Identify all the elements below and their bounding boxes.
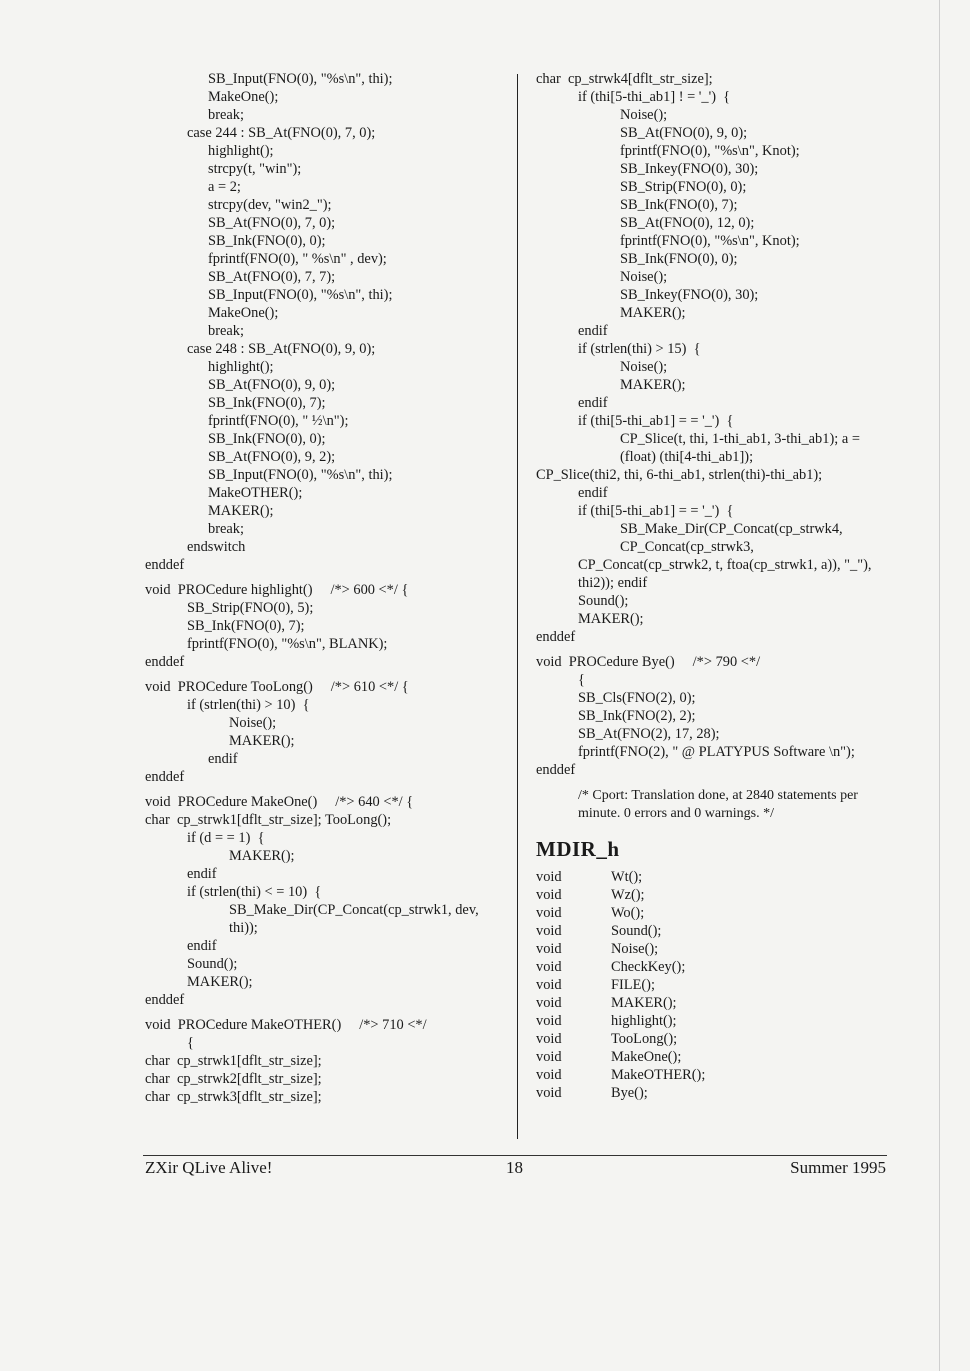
code-line: MAKER(); [187,974,253,990]
left-code-column [145,70,505,1106]
code-line: SB_Input(FNO(0), "%s\n", thi); [208,287,393,303]
code-line: Noise(); [620,269,668,285]
declaration-row [536,868,705,886]
code-line: void PROCedure TooLong() /*> 610 <*/ { [145,679,409,695]
code-line: if (thi[5-thi_ab1] ! = '_') { [578,89,731,105]
declaration-type: void [536,1067,562,1083]
code-line: endif [578,323,608,339]
column-divider [517,74,518,1139]
code-line: enddef [145,769,185,785]
code-line: SB_Ink(FNO(0), 7); [187,618,305,634]
declaration-type: void [536,941,562,957]
declaration-type: void [536,1031,562,1047]
code-line: Sound(); [578,593,629,609]
declaration-type: void [536,869,562,885]
declaration-type: void [536,1013,562,1029]
code-line: if (thi[5-thi_ab1] = = '_') { [578,503,734,519]
declaration-name: Sound(); [611,923,662,939]
declaration-name: highlight(); [611,1013,677,1029]
declaration-name: Bye(); [611,1085,648,1101]
code-line: endswitch [187,539,246,555]
code-line: if (strlen(thi) > 10) { [187,697,310,713]
code-line: MAKER(); [578,611,644,627]
declaration-name: CheckKey(); [611,959,686,975]
spacer [145,786,505,793]
code-line: char cp_strwk1[dflt_str_size]; TooLong(); [145,812,392,828]
code-line: Noise(); [229,715,277,731]
code-line: SB_At(FNO(0), 7, 7); [208,269,336,285]
code-line: Noise(); [620,359,668,375]
code-line: MakeOTHER(); [208,485,303,501]
declaration-type: void [536,905,562,921]
section-heading: MDIR_h [536,837,620,861]
spacer [536,646,896,653]
code-line: thi)); [229,920,258,936]
spacer [145,1009,505,1016]
code-line: break; [208,323,244,339]
code-line: CP_Concat(cp_strwk3, [620,539,754,555]
declaration-row [536,994,705,1012]
declarations-table [536,868,705,1102]
code-line: enddef [536,762,576,778]
declaration-row [536,904,705,922]
code-line: void PROCedure MakeOne() /*> 640 <*/ { [145,794,414,810]
code-line: SB_Strip(FNO(0), 5); [187,600,314,616]
declaration-name: MAKER(); [611,995,677,1011]
code-line: MAKER(); [620,377,686,393]
code-line: fprintf(FNO(0), "%s\n", Knot); [620,233,800,249]
code-line: MAKER(); [229,733,295,749]
code-line: endif [187,866,217,882]
code-line: if (thi[5-thi_ab1] = = '_') { [578,413,734,429]
code-line: SB_Ink(FNO(0), 0); [208,431,326,447]
declaration-row [536,886,705,904]
declaration-name: Wz(); [611,887,645,903]
declaration-type: void [536,1085,562,1101]
code-line: (float) (thi[4-thi_ab1]); [620,449,754,465]
code-line: char cp_strwk3[dflt_str_size]; [145,1089,322,1105]
declaration-name: Wo(); [611,905,645,921]
code-line: case 248 : SB_At(FNO(0), 9, 0); [187,341,376,357]
declaration-row [536,1012,705,1030]
code-line: thi2)); endif [578,575,648,591]
code-line: SB_At(FNO(0), 9, 0); [620,125,748,141]
code-line: fprintf(FNO(2), " @ PLATYPUS Software \n"); [578,744,855,760]
declaration-name: Wt(); [611,869,643,885]
footer-rule [143,1155,887,1156]
declaration-name: FILE(); [611,977,655,993]
code-line: fprintf(FNO(0), "%s\n", Knot); [620,143,800,159]
code-line: SB_Inkey(FNO(0), 30); [620,287,759,303]
code-line: MAKER(); [620,305,686,321]
code-line: endif [208,751,238,767]
code-line: SB_At(FNO(0), 9, 2); [208,449,336,465]
code-line: CP_Slice(thi2, thi, 6-thi_ab1, strlen(thi)-thi_ab1); [536,467,823,483]
code-line: highlight(); [208,359,274,375]
declaration-row [536,1084,705,1102]
code-line: SB_Ink(FNO(2), 2); [578,708,696,724]
code-line: strcpy(dev, "win2_"); [208,197,332,213]
code-line: { [187,1035,194,1051]
code-line: break; [208,107,244,123]
code-line: enddef [145,992,185,1008]
code-line: char cp_strwk2[dflt_str_size]; [145,1071,322,1087]
code-line: MAKER(); [229,848,295,864]
code-line: SB_Ink(FNO(0), 0); [208,233,326,249]
code-line: char cp_strwk1[dflt_str_size]; [145,1053,322,1069]
code-line: SB_Ink(FNO(0), 7); [620,197,738,213]
code-line: fprintf(FNO(0), "%s\n", BLANK); [187,636,388,652]
spacer [145,671,505,678]
code-line: fprintf(FNO(0), " ½\n"); [208,413,349,429]
declaration-type: void [536,995,562,1011]
code-line: if (strlen(thi) > 15) { [578,341,701,357]
code-line: CP_Slice(t, thi, 1-thi_ab1, 3-thi_ab1); a = [620,431,860,447]
code-line: Noise(); [620,107,668,123]
code-line: SB_Input(FNO(0), "%s\n", thi); [208,467,393,483]
declaration-type: void [536,1049,562,1065]
code-line: void PROCedure highlight() /*> 600 <*/ { [145,582,409,598]
code-line: endif [578,485,608,501]
declaration-row [536,1030,705,1048]
code-line: enddef [536,629,576,645]
right-code-lines [536,70,896,779]
code-line: SB_Ink(FNO(0), 7); [208,395,326,411]
declaration-row [536,922,705,940]
code-line: if (strlen(thi) < = 10) { [187,884,322,900]
code-line: Sound(); [187,956,238,972]
code-line: break; [208,521,244,537]
code-line: SB_Cls(FNO(2), 0); [578,690,696,706]
declaration-row [536,1066,705,1084]
code-line: SB_Input(FNO(0), "%s\n", thi); [208,71,393,87]
code-line: if (d = = 1) { [187,830,265,846]
declaration-name: TooLong(); [611,1031,678,1047]
code-line: enddef [145,557,185,573]
code-line: SB_At(FNO(0), 9, 0); [208,377,336,393]
code-line: endif [578,395,608,411]
code-line: SB_Ink(FNO(0), 0); [620,251,738,267]
code-line: CP_Concat(cp_strwk2, t, ftoa(cp_strwk1, a)), "_"), [578,557,872,573]
code-line: SB_At(FNO(2), 17, 28); [578,726,720,742]
footer-issue-date: Summer 1995 [790,1158,886,1177]
code-line: SB_Make_Dir(CP_Concat(cp_strwk4, [620,521,843,537]
declaration-row [536,958,705,976]
code-line: enddef [145,654,185,670]
declaration-name: MakeOTHER(); [611,1067,706,1083]
declaration-name: Noise(); [611,941,659,957]
declaration-row [536,1048,705,1066]
footer-publication: ZXir QLive Alive! [145,1158,273,1177]
code-line: MakeOne(); [208,305,279,321]
code-line: SB_Strip(FNO(0), 0); [620,179,747,195]
declaration-row [536,940,705,958]
footer-page-number: 18 [506,1158,523,1177]
code-line: strcpy(t, "win"); [208,161,302,177]
code-line: case 244 : SB_At(FNO(0), 7, 0); [187,125,376,141]
code-line: SB_At(FNO(0), 7, 0); [208,215,336,231]
code-line: SB_Inkey(FNO(0), 30); [620,161,759,177]
code-line: endif [187,938,217,954]
page-edge [939,0,940,1371]
code-line: { [578,672,585,688]
declaration-name: MakeOne(); [611,1049,682,1065]
code-line: void PROCedure Bye() /*> 790 <*/ [536,654,761,670]
declaration-type: void [536,977,562,993]
code-line: void PROCedure MakeOTHER() /*> 710 <*/ [145,1017,427,1033]
declaration-type: void [536,923,562,939]
code-line: highlight(); [208,143,274,159]
code-line: SB_At(FNO(0), 12, 0); [620,215,755,231]
declaration-type: void [536,959,562,975]
code-line: SB_Make_Dir(CP_Concat(cp_strwk1, dev, [229,902,479,918]
cport-comment: /* Cport: Translation done, at 2840 statements per minute. 0 errors and 0 warnings. */ [578,788,858,821]
right-code-column [536,70,896,1102]
code-line: a = 2; [208,179,241,195]
declaration-row [536,976,705,994]
code-line: MakeOne(); [208,89,279,105]
code-line: char cp_strwk4[dflt_str_size]; [536,71,713,87]
code-line: fprintf(FNO(0), " %s\n" , dev); [208,251,387,267]
spacer [145,574,505,581]
declaration-type: void [536,887,562,903]
code-line: MAKER(); [208,503,274,519]
